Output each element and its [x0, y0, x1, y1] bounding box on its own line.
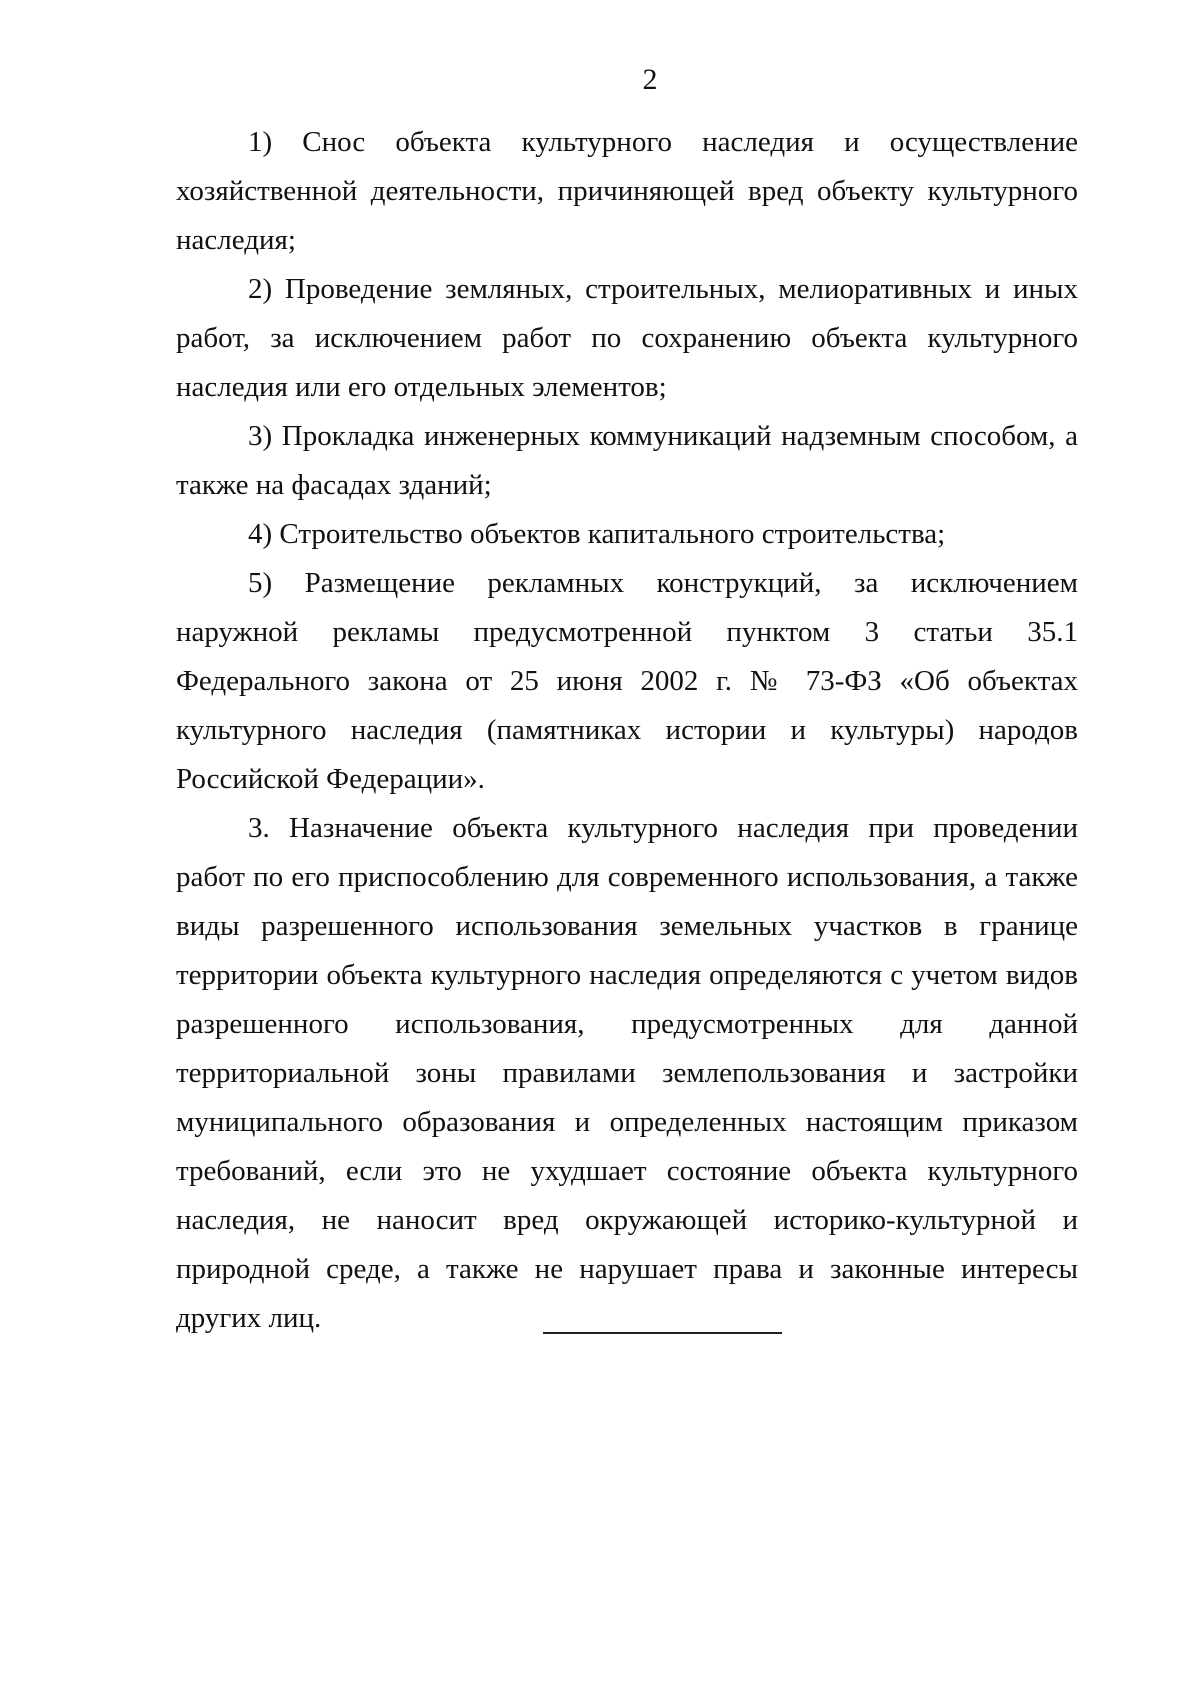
- page-number: 2: [642, 63, 658, 96]
- list-item-4: 4) Строительство объектов капитального строительства;: [248, 518, 946, 550]
- list-item-2: 2) Проведение земляных, строительных, мелиоративных и иных работ, за исключением работ по сохранению объекта культурного наследия или его отдельных элементов;: [176, 273, 1078, 403]
- document-body: [176, 118, 1078, 1343]
- list-item-3: 3) Прокладка инженерных коммуникаций надземным способом, а также на фасадах зданий;: [176, 420, 1078, 501]
- list-item-1: 1) Снос объекта культурного наследия и осуществление хозяйственной деятельности, причиняющей вред объекту культурного наследия;: [176, 126, 1078, 256]
- section-3-paragraph: 3. Назначение объекта культурного наследия при проведении работ по его приспособлению для современного использования, а также виды разрешенного использования земельных участков в границе территории объекта культурного наследия определяются с учетом видов разрешенного использования, предусмотренных для данной территориальной зоны правилами землепользования и застройки муниципального образования и определенных настоящим приказом требований, если это не ухудшает состояние объекта культурного наследия, не наносит вред окружающей историко-культурной и природной среде, а также не нарушает права и законные интересы других лиц.: [176, 812, 1078, 1334]
- list-item-5: 5) Размещение рекламных конструкций, за исключением наружной рекламы предусмотренной пунктом 3 статьи 35.1 Федерального закона от 25 июня 2002 г. № 73-ФЗ «Об объектах культурного наследия (памятниках истории и культуры) народов Российской Федерации».: [176, 567, 1078, 795]
- end-of-document-rule: [543, 1332, 782, 1334]
